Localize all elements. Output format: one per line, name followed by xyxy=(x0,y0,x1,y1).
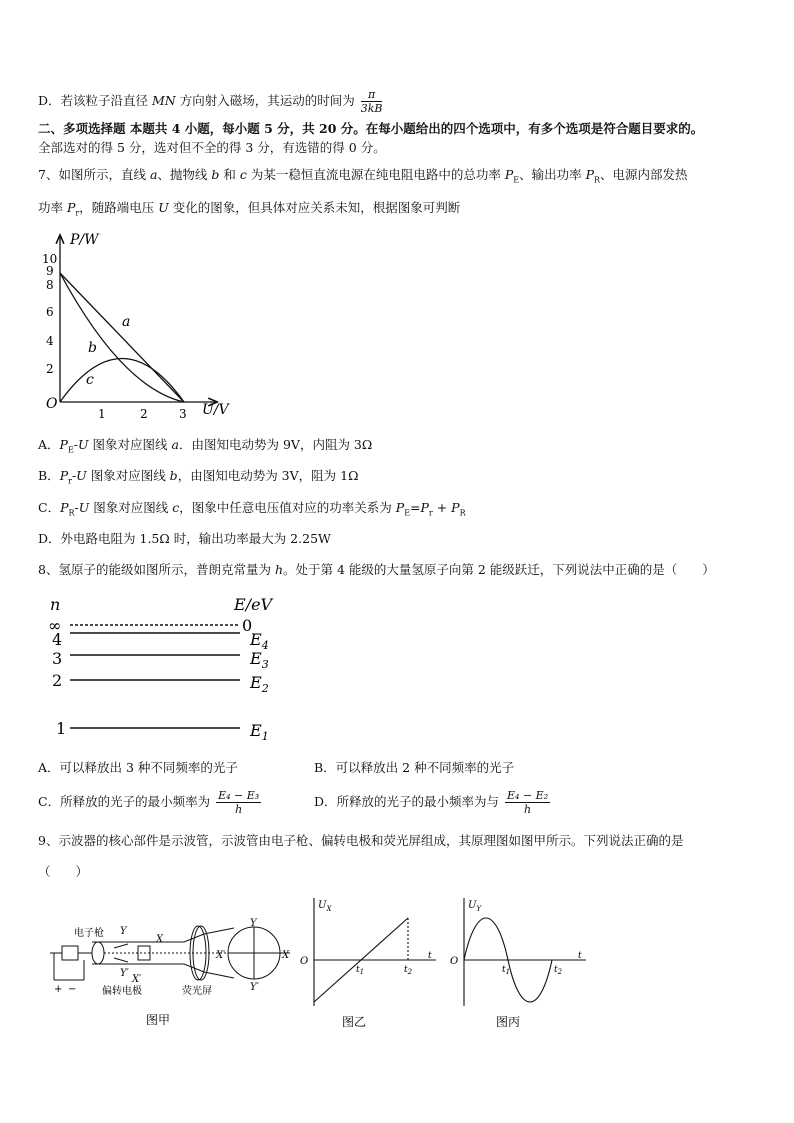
q7-option-b xyxy=(38,468,358,490)
q6d-fraction xyxy=(361,88,383,115)
q9-fig3-t1: $t_1$ xyxy=(502,965,511,976)
q7a-r3: ．由图知电动势为 9V，内阻为 3Ω xyxy=(178,437,373,452)
q9-stem-2: （ ） xyxy=(38,864,89,879)
q9-fig2-caption: 图乙 xyxy=(342,1015,367,1029)
q7-s1b: 、抛物线 xyxy=(157,167,212,182)
q7b-r2: 图象对应图线 xyxy=(86,468,170,483)
q7-xtick-1: 1 xyxy=(98,407,106,420)
q7-option-a xyxy=(38,437,372,459)
q9-fig-uy xyxy=(446,894,596,1030)
q7a-p: P xyxy=(59,437,68,452)
q7-option-d: D．外电路电阻为 1.5Ω 时，输出功率最大为 2.25W xyxy=(38,531,331,546)
section2-line2: 全部选对的得 5 分，选对但不全的得 3 分，有选错的得 0 分。 xyxy=(38,140,386,155)
q7a-r2: 图象对应图线 xyxy=(88,437,172,452)
q6-option-d xyxy=(38,88,384,115)
q7-xtick-2: 2 xyxy=(140,407,148,420)
section2-line1: 二、多项选择题 本题共 4 小题，每小题 5 分，共 20 分。在每小题给出的四个选项中，有多个选项是符合题目要求的。 xyxy=(38,121,704,136)
q7a-u: U xyxy=(78,437,89,452)
q8d-text: D．所释放的光子的最小频率为与 xyxy=(314,794,500,809)
q7-line-a xyxy=(60,273,184,402)
q7c-eq: P xyxy=(395,500,405,515)
q7-ytick-2: 2 xyxy=(46,362,54,376)
q9-fig3-t: t xyxy=(578,951,582,961)
q7-ytick-4: 4 xyxy=(46,334,54,348)
q8-n-1: 1 xyxy=(56,719,67,738)
q8-n-inf: ∞ xyxy=(48,616,62,635)
q7-power-graph xyxy=(36,228,246,420)
q9-fig2-t2: $t_2$ xyxy=(404,965,413,976)
q9-screen-label: 荧光屏 xyxy=(182,986,212,997)
q7-ytick-10: 10 xyxy=(42,252,58,266)
q8-n-4: 4 xyxy=(52,630,63,649)
q7-s1d: 为某一稳恒直流电源在纯电阻电路中的总功率 xyxy=(246,167,505,182)
q9-fig2-t: t xyxy=(428,951,432,961)
q7-pr: P xyxy=(585,167,594,182)
q8-e-1: $E_1$ xyxy=(250,721,269,743)
q7c-eq-s3: R xyxy=(459,508,466,518)
q6d-prefix: D．若该粒子沿直径 xyxy=(38,93,152,108)
q8c-text: C．所释放的光子的最小频率为 xyxy=(38,794,211,809)
q9-fig1-labels xyxy=(54,918,290,997)
q8-h: h xyxy=(274,562,283,577)
q7-ytick-6: 6 xyxy=(46,305,54,319)
q7b-pre: B． xyxy=(38,468,60,483)
q7-option-c xyxy=(38,500,466,522)
q8-e-inf: 0 xyxy=(242,616,253,635)
q7c-r2: 图象对应图线 xyxy=(89,500,173,515)
q8d-fraction xyxy=(505,789,550,816)
q8c-den: h xyxy=(235,803,243,816)
q7-pr2-sub: r xyxy=(75,208,80,218)
q7c-c: c xyxy=(172,500,180,515)
q7-x-label: U/V xyxy=(202,402,229,418)
q7c-sub: R xyxy=(68,508,75,518)
q7-label-b: b xyxy=(88,340,97,356)
q7-origin: O xyxy=(46,396,58,412)
q7-s1c: 和 xyxy=(219,167,240,182)
q9-fig3-origin: O xyxy=(450,956,459,967)
q7c-eq-s2: r xyxy=(428,508,433,518)
q7-s1e: 、输出功率 xyxy=(519,167,586,182)
q9-fig3-t2: $t_2$ xyxy=(554,965,563,976)
q7-s1f: 、电源内部发热 xyxy=(600,167,688,182)
q7c-eq2: =P xyxy=(410,500,429,515)
q7b-r3: ，由图知电动势为 3V，阻为 1Ω xyxy=(177,468,359,483)
q6d-frac-den: 3kB xyxy=(360,102,383,115)
q7-u: U xyxy=(158,200,169,215)
q8-option-b: B．可以释放出 2 种不同频率的光子 xyxy=(314,760,515,775)
q6d-middle: 方向射入磁场，其运动的时间为 xyxy=(175,93,355,108)
q7b-b: b xyxy=(169,468,178,483)
q8-e-2: $E_2$ xyxy=(250,673,269,695)
q7-s1-a: a xyxy=(149,167,158,182)
q8-stem-a: 8、氢原子的能级如图所示，普朗克常量为 xyxy=(38,562,275,577)
q8d-num: E₄ − E₂ xyxy=(507,789,549,802)
q7b-r1: - xyxy=(71,468,77,483)
q7-ytick-9: 9 xyxy=(46,264,54,278)
q7c-u: U xyxy=(78,500,90,515)
q8-e-4: $E_4$ xyxy=(250,630,269,652)
q9-fig2-t1: $t_1$ xyxy=(356,965,365,976)
q7-s2c: 变化的图象，但具体对应关系未知，根据图象可判断 xyxy=(168,200,461,215)
q7a-a: a xyxy=(171,437,179,452)
q9-fig2-ylabel: $U_X$ xyxy=(318,900,332,913)
q9-y-label: Y xyxy=(120,926,127,937)
q8-energy-diagram xyxy=(44,594,284,744)
q9-fig3-ylabel: $U_Y$ xyxy=(468,900,482,913)
q7-s2b: ，随路端电压 xyxy=(79,200,159,215)
q7a-r1: - xyxy=(73,437,79,452)
q7-pr2: P xyxy=(66,200,76,215)
q6d-mn: MN xyxy=(152,93,176,108)
q9-fig-oscilloscope xyxy=(44,918,294,1030)
q7c-p: P xyxy=(60,500,69,515)
q9-front-y: Y xyxy=(250,918,257,929)
q7-xtick-3: 3 xyxy=(179,407,187,420)
q7-ytick-8: 8 xyxy=(46,278,54,292)
q9-front-xp: X′ xyxy=(216,950,226,961)
q8-n-3: 3 xyxy=(52,649,63,668)
q9-minus: − xyxy=(68,984,77,995)
q9-front-yp: Y′ xyxy=(250,982,259,993)
q7b-p: P xyxy=(59,468,69,483)
q7c-eq-s1: E xyxy=(404,508,411,518)
q7c-r3: ，图象中任意电压值对应的功率关系为 xyxy=(179,500,396,515)
q7b-u: U xyxy=(76,468,87,483)
q8d-den: h xyxy=(524,803,532,816)
q7c-eq3: + P xyxy=(432,500,460,515)
q9-fig3-caption: 图丙 xyxy=(496,1015,521,1029)
q8c-fraction xyxy=(216,789,261,816)
q8-n-label: n xyxy=(50,595,61,614)
q7-label-c: c xyxy=(86,372,94,388)
q7-s1-c: c xyxy=(239,167,247,182)
q7a-sub: E xyxy=(67,445,74,455)
q9-yp-label: Y′ xyxy=(120,968,129,979)
q8-stem-b: 。处于第 4 能级的大量氢原子向第 2 能级跃迁，下列说法中正确的是（ ） xyxy=(283,562,715,577)
q8-option-a: A．可以释放出 3 种不同频率的光子 xyxy=(38,760,238,775)
q8-e-label: E/eV xyxy=(234,595,273,614)
q7-stem-1 xyxy=(38,167,688,189)
q9-fig1-caption: 图甲 xyxy=(146,1013,171,1027)
q7-label-a: a xyxy=(122,314,131,330)
q9-electrode-label: 偏转电极 xyxy=(102,986,142,997)
q7-pe-sub: E xyxy=(513,175,520,185)
q8-option-d xyxy=(314,789,552,816)
q9-front-x: X xyxy=(282,950,290,961)
q9-gun-box xyxy=(62,946,78,960)
q7-s2a: 功率 xyxy=(38,200,67,215)
q8-n-2: 2 xyxy=(52,671,63,690)
q7-x-ticks xyxy=(98,407,187,420)
q8c-num: E₄ − E₃ xyxy=(218,789,260,802)
q7-s1-b: b xyxy=(211,167,220,182)
q7c-r1: - xyxy=(74,500,79,515)
q7-pe: P xyxy=(504,167,514,182)
q7-stem-2 xyxy=(38,200,460,222)
q9-x-label: X xyxy=(156,934,164,945)
q9-stem-1: 9、示波器的核心部件是示波管，示波管由电子枪、偏转电极和荧光屏组成，其原理图如图甲所示。下列说法正确的是 xyxy=(38,833,684,848)
q7c-pre: C． xyxy=(38,500,61,515)
q8-stem xyxy=(38,562,715,578)
q8-option-c xyxy=(38,789,263,816)
q6d-frac-num: π xyxy=(361,88,383,102)
q9-fig-ux xyxy=(296,894,446,1030)
q7b-sub: r xyxy=(68,476,72,486)
q7-pr-sub: R xyxy=(593,175,601,185)
q7-s1a: 7、如图所示，直线 xyxy=(38,167,150,182)
q9-gun-label: 电子枪 xyxy=(74,928,104,939)
q7a-pre: A． xyxy=(38,437,60,452)
q8-e-3: $E_3$ xyxy=(250,649,269,671)
q7-y-ticks xyxy=(42,252,57,376)
q9-plus: + xyxy=(54,984,63,995)
q7-y-label: P/W xyxy=(70,232,99,248)
q9-xp-label: X′ xyxy=(132,974,142,985)
q9-fig2-origin: O xyxy=(300,956,309,967)
